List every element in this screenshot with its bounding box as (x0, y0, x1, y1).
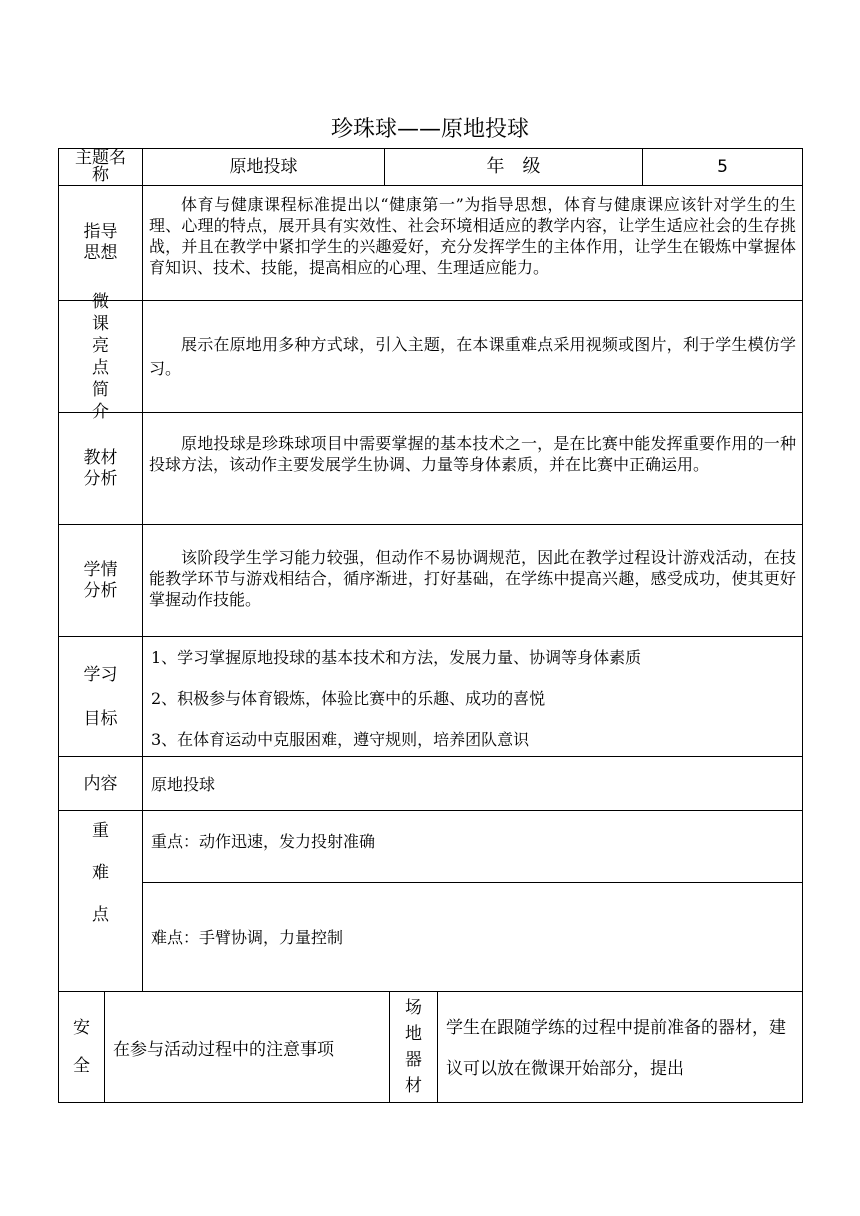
objectives-label-line1: 学习 (83, 664, 118, 685)
topic-value-cell (142, 148, 385, 186)
learner-text-cell (142, 524, 803, 637)
objective-item: 2、积极参与体育锻炼，体验比赛中的乐趣、成功的喜悦 (151, 689, 546, 708)
content-label: 内容 (83, 773, 118, 794)
safety-label-char: 安 (73, 1018, 90, 1038)
keypoint-cell (142, 810, 803, 883)
objectives-list-cell (142, 636, 803, 757)
keypoints-label-cell (58, 810, 143, 992)
content-text-cell (142, 756, 803, 811)
highlight-text-cell (142, 300, 803, 413)
guiding-label-cell (58, 185, 143, 301)
grade-label-cell (384, 148, 643, 186)
learner-text: 该阶段学生学习能力较强，但动作不易协调规范，因此在教学过程设计游戏活动，在技能教学环节与游戏相结合，循序渐进，打好基础，在学练中提高兴趣，感受成功，使其更好掌握动作技能。 (149, 548, 796, 609)
topic-value: 原地投球 (229, 157, 298, 177)
content-text: 原地投球 (151, 775, 216, 794)
difficulty-cell (142, 882, 803, 992)
keypoints-label-char: 难 (92, 863, 109, 883)
material-text-cell (142, 412, 803, 525)
learner-label: 学情分析 (83, 559, 118, 601)
objectives-label-cell (58, 636, 143, 757)
grade-value-cell (642, 148, 803, 186)
venue-label-char: 地 (405, 1024, 422, 1044)
difficulty-text: 难点：手臂协调，力量控制 (151, 928, 344, 947)
guiding-label: 指导思想 (83, 222, 118, 263)
highlight-label: 微课亮点简介 (92, 291, 109, 422)
guiding-text: 体育与健康课程标准提出以“健康第一”为指导思想，体育与健康课应该针对学生的生理、心理的特点，展开具有实效性、社会环境相适应的教学内容，让学生适应社会的生存挑战，并且在教学中紧扣学生的兴趣爱好，充分发挥学生的主体作用，让学生在锻炼中掌握体育知识、技术、技能，提高相应的心理、生理适应能力。 (149, 195, 796, 277)
lesson-plan-table (58, 148, 803, 1103)
objectives-label-line2: 目标 (83, 708, 118, 729)
highlight-label-cell (58, 291, 143, 422)
material-text: 原地投球是珍珠球项目中需要掌握的基本技术之一，是在比赛中能发挥重要作用的一种投球方法，该动作主要发展学生协调、力量等身体素质，并在比赛中正确运用。 (149, 434, 796, 474)
grade-label: 年 级 (486, 156, 541, 177)
material-label-cell (58, 412, 143, 525)
material-label: 教材分析 (83, 447, 118, 489)
safety-text: 在参与活动过程中的注意事项 (113, 1039, 334, 1060)
objective-item: 3、在体育运动中克服困难，遵守规则，培养团队意识 (151, 730, 530, 749)
keypoint-text: 重点：动作迅速，发力投射准确 (151, 832, 376, 851)
learner-label-cell (58, 524, 143, 637)
safety-label-char: 全 (73, 1056, 90, 1076)
guiding-text-cell (142, 185, 803, 301)
venue-label-char: 场 (405, 998, 422, 1018)
venue-label-cell (389, 991, 438, 1103)
venue-label-char: 器 (405, 1050, 422, 1070)
safety-label-cell (58, 991, 105, 1103)
grade-value: 5 (717, 157, 728, 177)
topic-label: 主题名称 (75, 148, 126, 185)
venue-text: 学生在跟随学练的过程中提前准备的器材，建议可以放在微课开始部分，提出 (446, 1018, 786, 1079)
page-title: 珍珠球——原地投球 (330, 117, 529, 142)
keypoints-label-char: 点 (92, 905, 109, 925)
objective-item: 1、学习掌握原地投球的基本技术和方法，发展力量、协调等身体素质 (151, 648, 642, 667)
highlight-text: 展示在原地用多种方式球，引入主题，在本课重难点采用视频或图片，利于学生模仿学习。 (149, 335, 796, 378)
venue-text-cell (437, 991, 803, 1103)
venue-label-char: 材 (405, 1076, 422, 1096)
topic-label-cell (58, 148, 143, 186)
content-label-cell (58, 756, 143, 811)
keypoints-label-char: 重 (92, 821, 109, 841)
safety-text-cell (104, 991, 390, 1103)
